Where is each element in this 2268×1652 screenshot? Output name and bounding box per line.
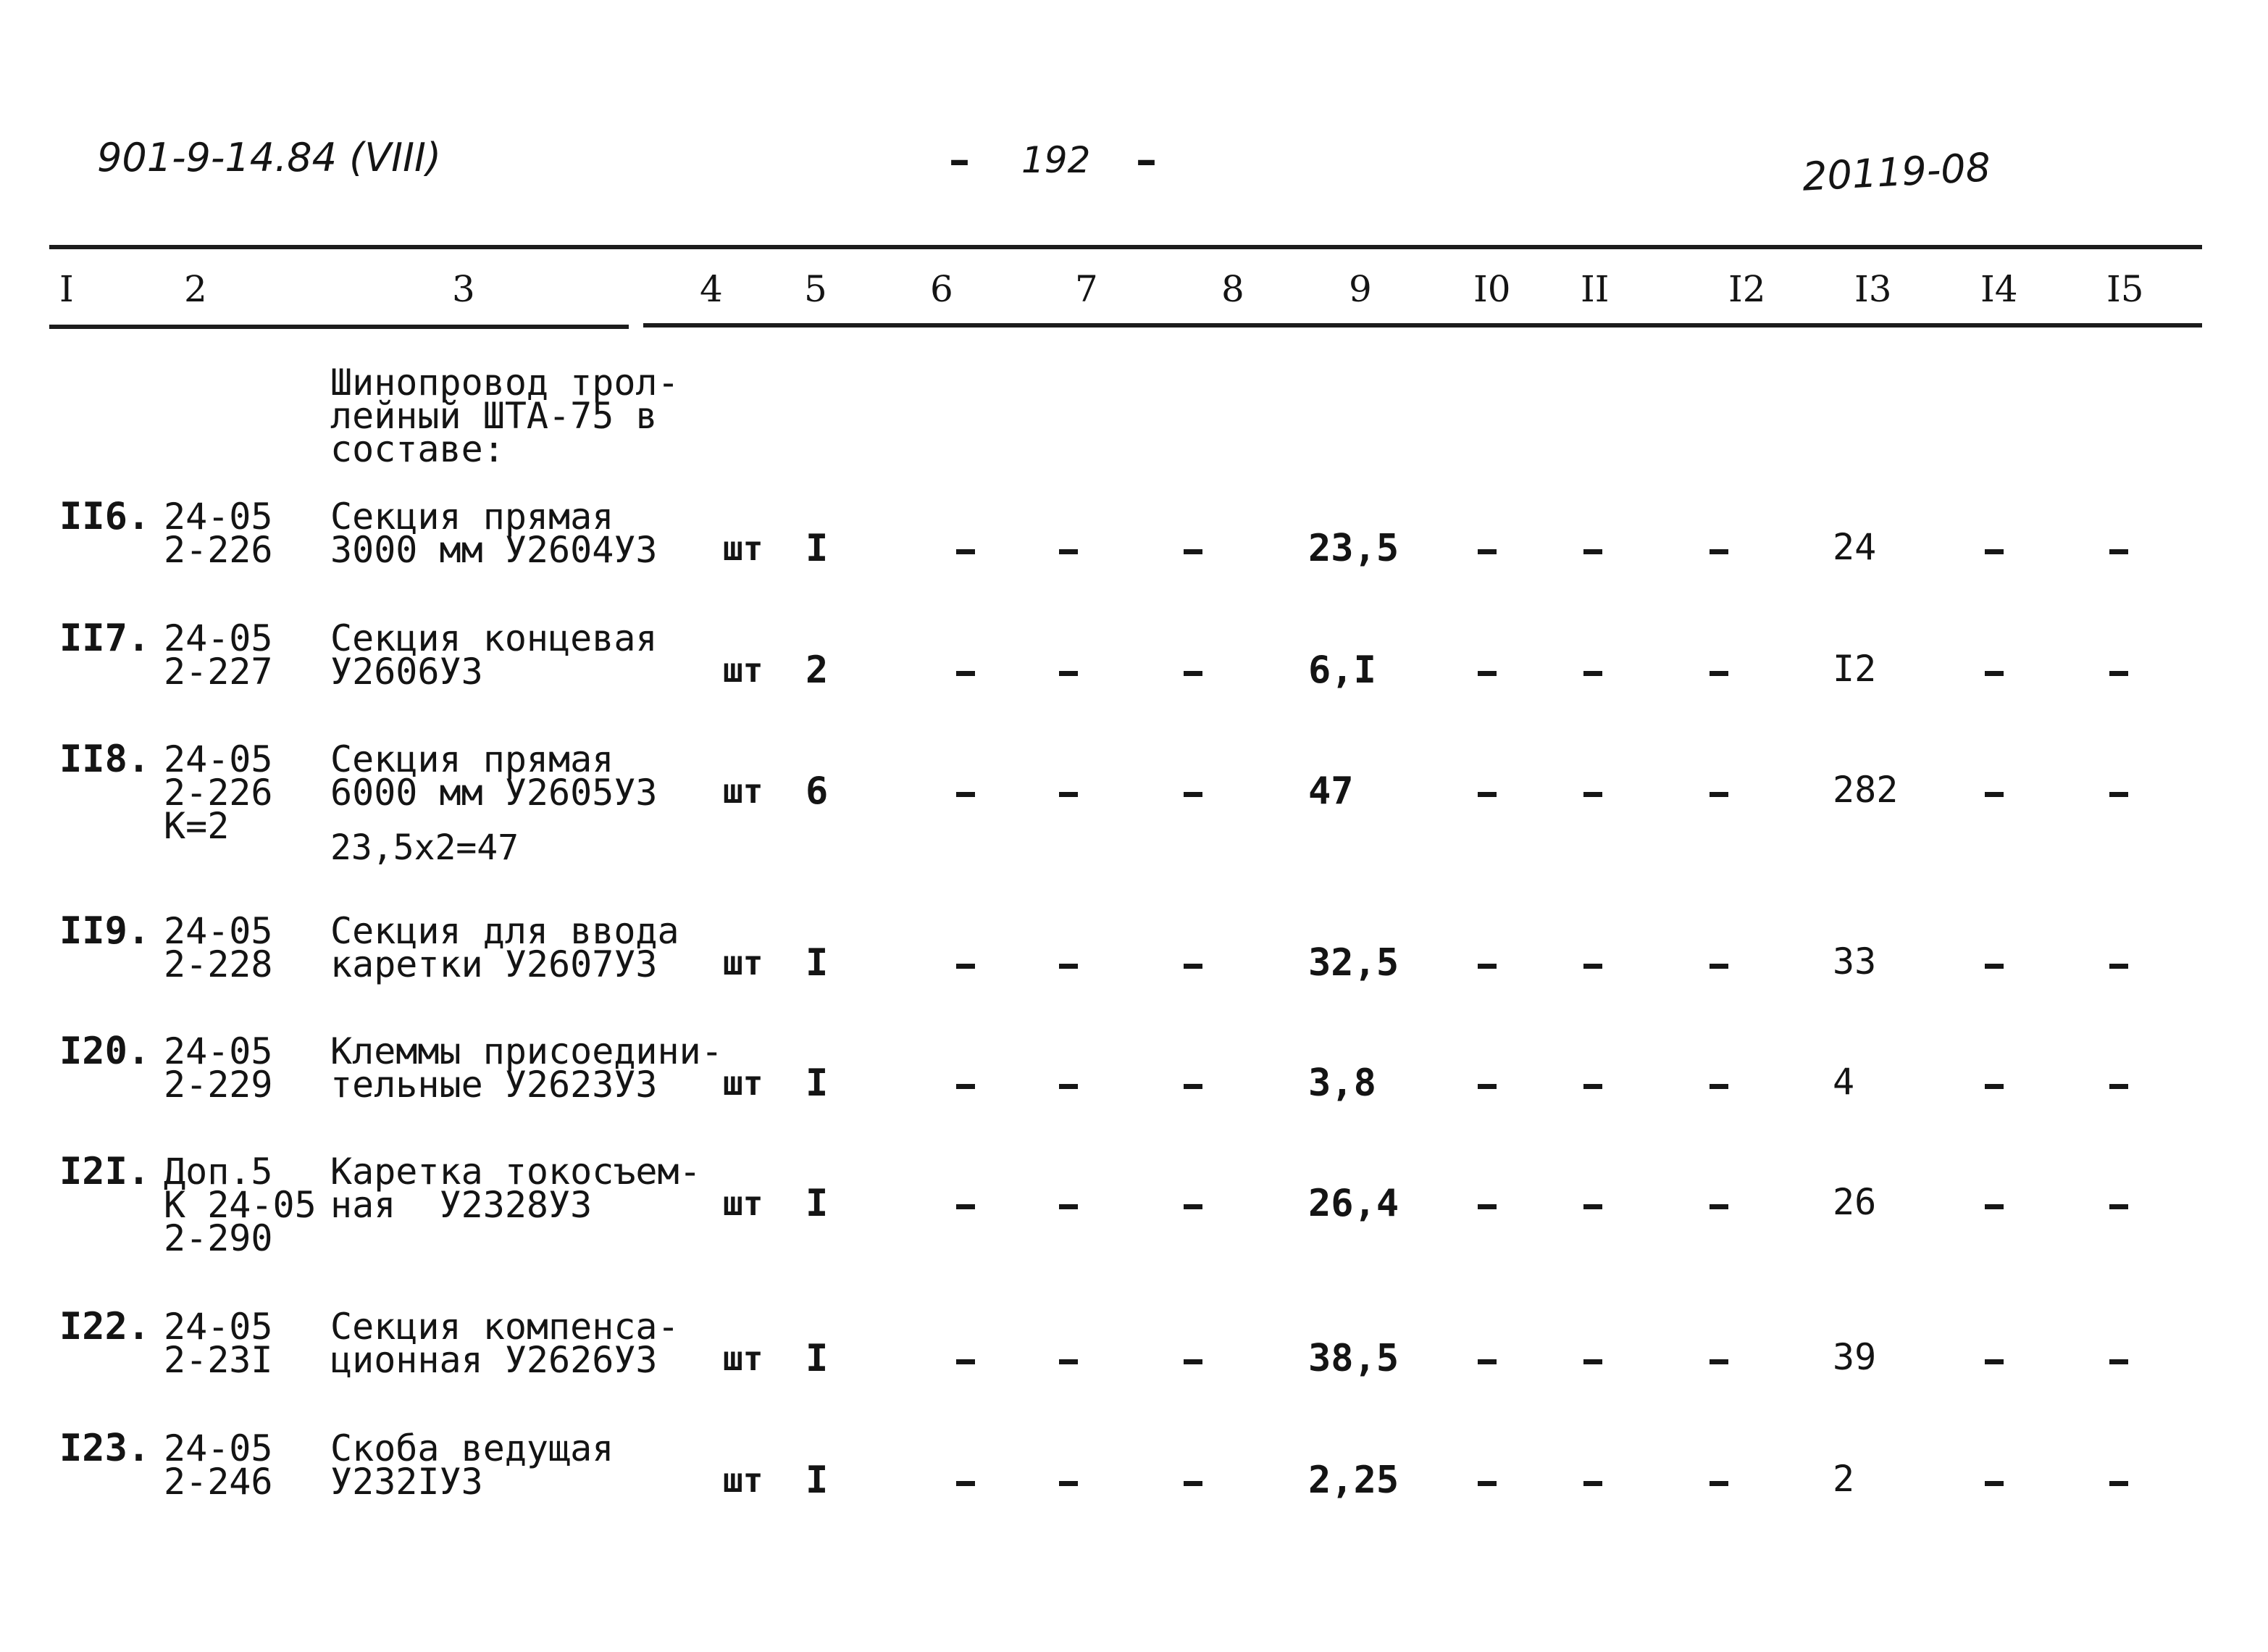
row-code: 24-05 2-23I (164, 1306, 273, 1381)
row-col13: 24 (1833, 526, 1877, 568)
row-dash-c8 (1184, 549, 1202, 554)
group-title: Шинопровод трол- лейный ШТА-75 в составе: (330, 362, 679, 470)
row-number: I23. (59, 1427, 151, 1470)
column-header: 6 (930, 268, 953, 310)
row-dash-c7 (1059, 1481, 1078, 1486)
row-dash-c11 (1583, 1359, 1602, 1364)
row-description: Клеммы присоедини- тельные У2623У3 (330, 1030, 723, 1106)
row-dash-c12 (1710, 671, 1728, 676)
row-number: I22. (59, 1305, 151, 1348)
row-dash-c14 (1985, 1204, 2004, 1209)
row-note: 23,5х2=47 (330, 827, 519, 868)
column-header: 2 (184, 268, 207, 310)
row-dash-c7 (1059, 792, 1078, 797)
column-header: 4 (700, 268, 723, 310)
row-code: 24-05 2-226 К=2 (164, 738, 273, 847)
header-rule-left (49, 325, 629, 329)
row-dash-c6 (956, 1204, 975, 1209)
row-dash-c14 (1985, 1084, 2004, 1089)
row-dash-c7 (1059, 1204, 1078, 1209)
row-dash-c14 (1985, 792, 2004, 797)
column-header: I5 (2106, 268, 2144, 310)
column-header: 7 (1075, 268, 1098, 310)
row-description: Каретка токосъем- ная У2328У3 (330, 1151, 701, 1226)
row-col13: 2 (1833, 1458, 1855, 1500)
row-unit: шт (723, 651, 763, 690)
column-header: 9 (1349, 268, 1372, 310)
row-code: 24-05 2-228 (164, 910, 273, 985)
row-dash-c14 (1985, 549, 2004, 554)
row-number: II6. (59, 495, 151, 538)
row-dash-c8 (1184, 1481, 1202, 1486)
row-dash-c6 (956, 549, 975, 554)
row-quantity: I (805, 941, 829, 985)
row-number: II7. (59, 617, 151, 660)
row-dash-c6 (956, 671, 975, 676)
column-header: I2 (1728, 268, 1766, 310)
row-dash-c12 (1710, 1481, 1728, 1486)
row-dash-c7 (1059, 671, 1078, 676)
row-col9: 3,8 (1308, 1061, 1376, 1105)
row-dash-c11 (1583, 964, 1602, 969)
row-dash-c7 (1059, 964, 1078, 969)
row-dash-c10 (1478, 549, 1497, 554)
row-unit: шт (723, 529, 763, 568)
row-unit: шт (723, 943, 763, 983)
row-col13: 26 (1833, 1181, 1877, 1223)
column-header: 5 (804, 268, 827, 310)
row-col9: 23,5 (1308, 527, 1399, 570)
row-dash-c8 (1184, 792, 1202, 797)
row-dash-c8 (1184, 1084, 1202, 1089)
row-dash-c15 (2109, 1359, 2128, 1364)
row-dash-c11 (1583, 1084, 1602, 1089)
row-dash-c7 (1059, 549, 1078, 554)
row-dash-c14 (1985, 1481, 2004, 1486)
row-dash-c14 (1985, 671, 2004, 676)
row-col9: 2,25 (1308, 1459, 1399, 1502)
row-quantity: I (805, 527, 829, 570)
row-dash-c14 (1985, 964, 2004, 969)
row-dash-c12 (1710, 1359, 1728, 1364)
page-number: 192 (1021, 139, 1091, 181)
row-dash-c14 (1985, 1359, 2004, 1364)
row-col9: 6,I (1308, 648, 1376, 692)
row-dash-c15 (2109, 549, 2128, 554)
row-quantity: I (805, 1337, 829, 1380)
row-col9: 38,5 (1308, 1337, 1399, 1380)
row-description: Секция компенса- ционная У2626У3 (330, 1306, 679, 1381)
row-col13: 282 (1833, 769, 1899, 811)
row-quantity: I (805, 1182, 829, 1225)
row-dash-c11 (1583, 549, 1602, 554)
row-unit: шт (723, 1184, 763, 1223)
row-dash-c10 (1478, 964, 1497, 969)
row-description: Секция прямая 6000 мм У2605У3 (330, 738, 658, 814)
row-number: I20. (59, 1030, 151, 1073)
row-dash-c6 (956, 792, 975, 797)
top-rule (49, 245, 2202, 249)
row-dash-c8 (1184, 1204, 1202, 1209)
page-dash-left: – (949, 135, 970, 184)
row-dash-c12 (1710, 1204, 1728, 1209)
row-unit: шт (723, 1339, 763, 1378)
header-rule-right (643, 323, 2202, 328)
column-header: I0 (1473, 268, 1511, 310)
row-col13: I2 (1833, 648, 1877, 690)
row-dash-c12 (1710, 1084, 1728, 1089)
row-dash-c11 (1583, 792, 1602, 797)
column-header: II (1581, 268, 1610, 310)
row-code: Доп.5 К 24-05 2-290 (164, 1151, 317, 1259)
row-col13: 39 (1833, 1336, 1877, 1378)
column-header: I (59, 268, 74, 310)
row-dash-c6 (956, 1481, 975, 1486)
column-header: I4 (1980, 268, 2018, 310)
row-quantity: 6 (805, 769, 829, 813)
row-code: 24-05 2-246 (164, 1427, 273, 1503)
row-quantity: 2 (805, 648, 829, 692)
row-unit: шт (723, 1461, 763, 1500)
row-dash-c10 (1478, 792, 1497, 797)
row-dash-c6 (956, 1084, 975, 1089)
row-dash-c15 (2109, 1084, 2128, 1089)
row-dash-c6 (956, 1359, 975, 1364)
row-description: Секция прямая 3000 мм У2604У3 (330, 496, 658, 571)
row-number: I2I. (59, 1150, 151, 1193)
row-number: II8. (59, 738, 151, 781)
row-dash-c15 (2109, 792, 2128, 797)
row-dash-c10 (1478, 1481, 1497, 1486)
row-dash-c11 (1583, 1481, 1602, 1486)
row-dash-c12 (1710, 792, 1728, 797)
row-dash-c11 (1583, 1204, 1602, 1209)
inventory-number: 20119-08 (1801, 144, 1992, 200)
row-description: Скоба ведущая У232IУ3 (330, 1427, 614, 1503)
row-dash-c7 (1059, 1359, 1078, 1364)
row-number: II9. (59, 909, 151, 953)
row-code: 24-05 2-227 (164, 617, 273, 693)
row-code: 24-05 2-226 (164, 496, 273, 571)
row-quantity: I (805, 1061, 829, 1105)
row-dash-c15 (2109, 1481, 2128, 1486)
document-code: 901-9-14.84 (VIII) (97, 135, 442, 180)
row-col13: 4 (1833, 1061, 1855, 1103)
row-dash-c12 (1710, 549, 1728, 554)
column-header: 3 (452, 268, 475, 310)
row-dash-c15 (2109, 1204, 2128, 1209)
row-dash-c10 (1478, 1204, 1497, 1209)
page-dash-right: – (1136, 135, 1157, 184)
row-dash-c11 (1583, 671, 1602, 676)
row-col9: 47 (1308, 769, 1354, 813)
row-unit: шт (723, 1064, 763, 1103)
row-dash-c6 (956, 964, 975, 969)
row-dash-c7 (1059, 1084, 1078, 1089)
row-dash-c8 (1184, 1359, 1202, 1364)
row-col9: 32,5 (1308, 941, 1399, 985)
row-dash-c8 (1184, 671, 1202, 676)
row-dash-c10 (1478, 1359, 1497, 1364)
row-quantity: I (805, 1459, 829, 1502)
row-dash-c10 (1478, 671, 1497, 676)
row-description: Секция для ввода каретки У2607У3 (330, 910, 679, 985)
row-col13: 33 (1833, 940, 1877, 983)
row-dash-c15 (2109, 671, 2128, 676)
column-header: 8 (1221, 268, 1244, 310)
row-dash-c10 (1478, 1084, 1497, 1089)
row-dash-c15 (2109, 964, 2128, 969)
row-unit: шт (723, 772, 763, 811)
row-dash-c8 (1184, 964, 1202, 969)
column-header: I3 (1854, 268, 1892, 310)
row-col9: 26,4 (1308, 1182, 1399, 1225)
row-description: Секция концевая У2606У3 (330, 617, 658, 693)
row-code: 24-05 2-229 (164, 1030, 273, 1106)
row-dash-c12 (1710, 964, 1728, 969)
